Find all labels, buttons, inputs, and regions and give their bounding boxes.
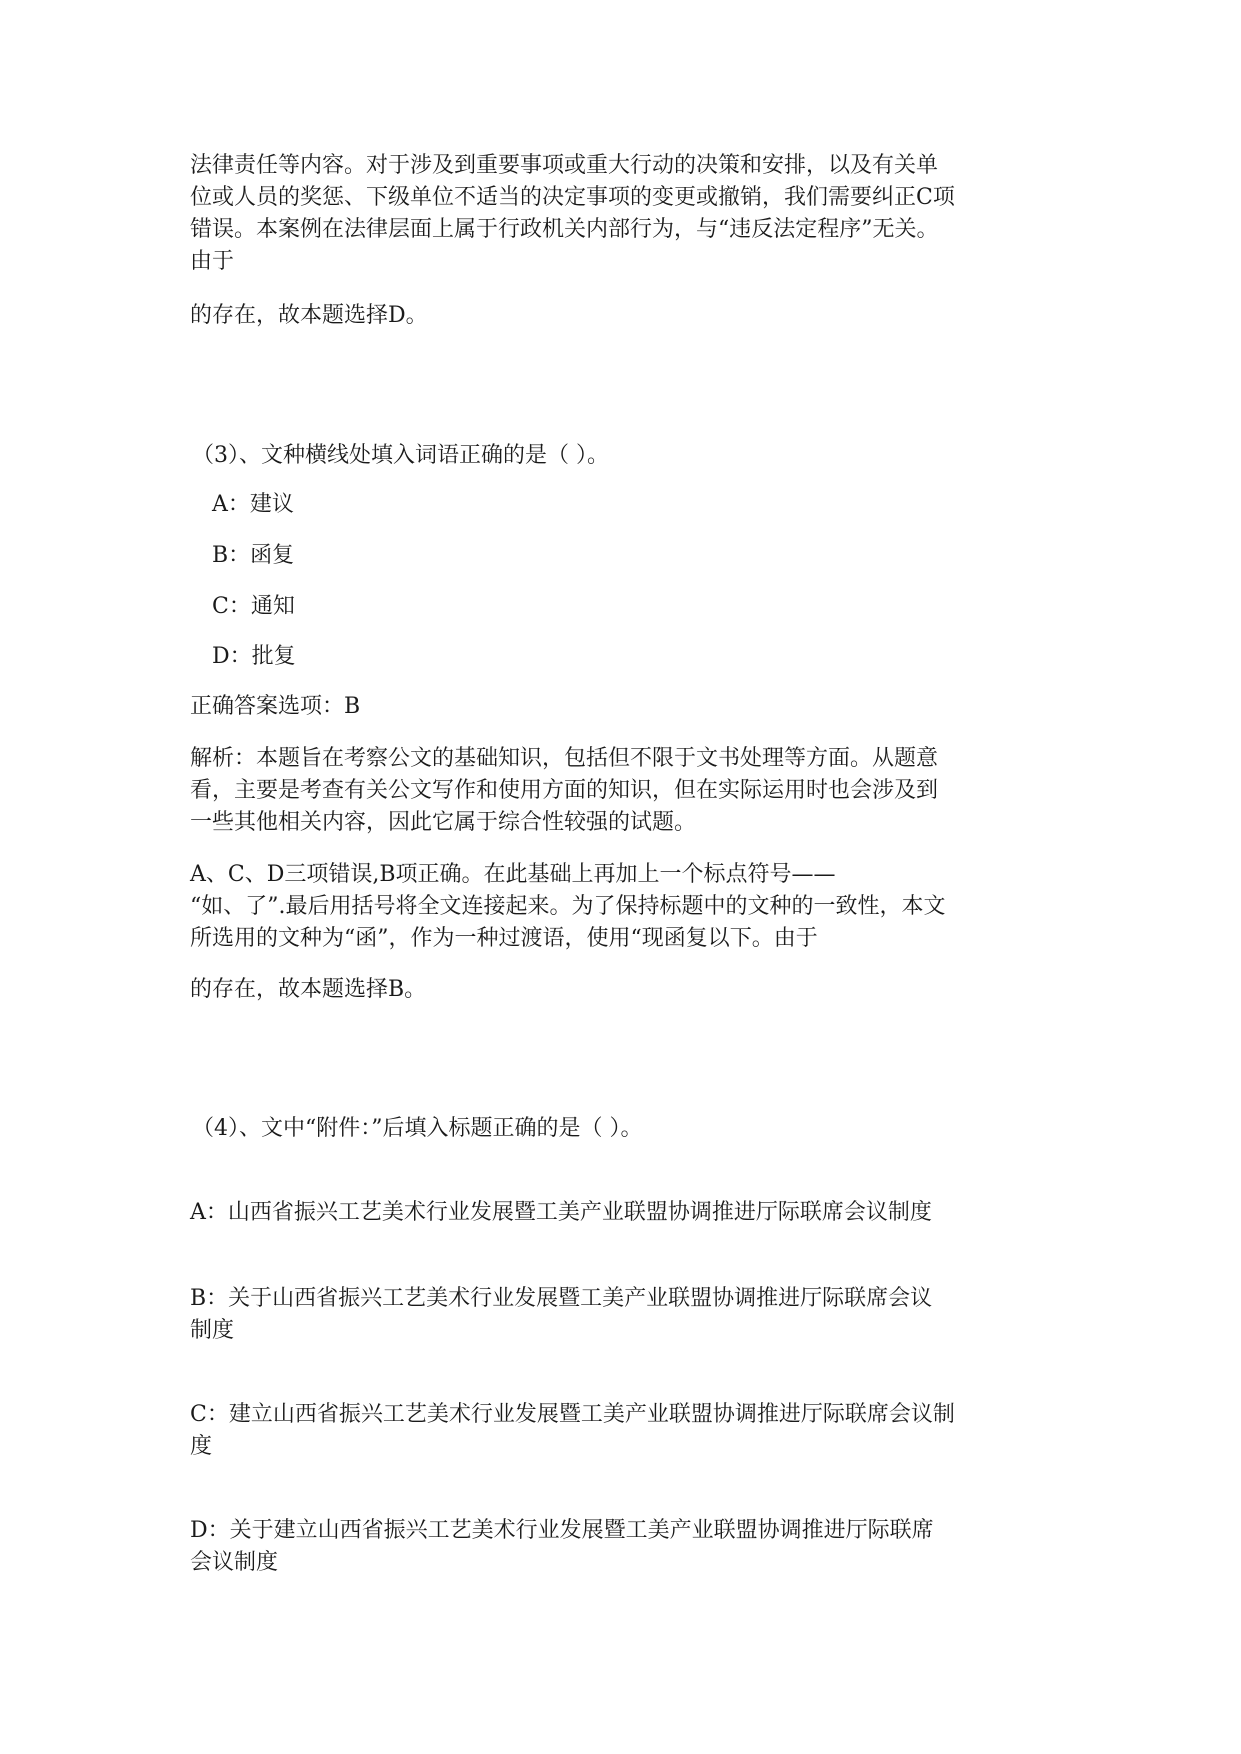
q4-option-c: C：建立山西省振兴工艺美术行业发展暨工美产业联盟协调推进厅际联席会议制 度 bbox=[190, 1402, 955, 1459]
q3-detail-line: 所选用的文种为“函”，作为一种过渡语，使用“现函复以下。由于 bbox=[190, 926, 818, 951]
q3-answer: 正确答案选项：B bbox=[190, 694, 361, 719]
q3-analysis-line: 看，主要是考查有关公文写作和使用方面的知识，但在实际运用时也会涉及到 bbox=[190, 778, 939, 803]
q3-analysis bbox=[190, 743, 1070, 839]
q4-option-d: D：关于建立山西省振兴工艺美术行业发展暨工美产业联盟协调推进厅际联席 会议制度 bbox=[190, 1518, 934, 1575]
q3-analysis-line: 一些其他相关内容，因此它属于综合性较强的试题。 bbox=[190, 810, 697, 835]
q2-explanation-line: 错误。本案例在法律层面上属于行政机关内部行为，与“违反法定程序”无关。 bbox=[190, 217, 939, 242]
q3-option-a: A：建议 bbox=[212, 492, 294, 517]
q2-conclusion: 的存在，故本题选择D。 bbox=[190, 303, 428, 328]
q3-conclusion: 的存在，故本题选择B。 bbox=[190, 977, 427, 1002]
q2-explanation bbox=[190, 150, 1070, 278]
q2-explanation-line: 法律责任等内容。对于涉及到重要事项或重大行动的决策和安排，以及有关单 bbox=[190, 153, 939, 178]
q3-detail-line: A、C、D三项错误,B项正确。在此基础上再加上一个标点符号—— bbox=[190, 862, 836, 887]
q4-option-a: A：山西省振兴工艺美术行业发展暨工美产业联盟协调推进厅际联席会议制度 bbox=[190, 1200, 932, 1225]
q3-detail-line: “如、了”.最后用括号将全文连接起来。为了保持标题中的文种的一致性，本文 bbox=[190, 894, 946, 919]
q3-option-d: D：批复 bbox=[212, 644, 296, 669]
q2-explanation-line: 位或人员的奖惩、下级单位不适当的决定事项的变更或撤销，我们需要纠正C项 bbox=[190, 185, 955, 210]
q4-option-b: B：关于山西省振兴工艺美术行业发展暨工美产业联盟协调推进厅际联席会议 制度 bbox=[190, 1286, 933, 1343]
q3-option-c: C：通知 bbox=[212, 594, 295, 619]
q2-explanation-line: 由于 bbox=[190, 249, 235, 274]
q4-title: （4）、文中“附件：”后填入标题正确的是（ ）。 bbox=[192, 1116, 643, 1141]
q3-detail bbox=[190, 859, 1070, 955]
q3-analysis-line: 解析：本题旨在考察公文的基础知识，包括但不限于文书处理等方面。从题意 bbox=[190, 746, 939, 771]
q3-title: （3）、文种横线处填入词语正确的是（ ）。 bbox=[192, 443, 609, 468]
q3-option-b: B：函复 bbox=[212, 543, 295, 568]
